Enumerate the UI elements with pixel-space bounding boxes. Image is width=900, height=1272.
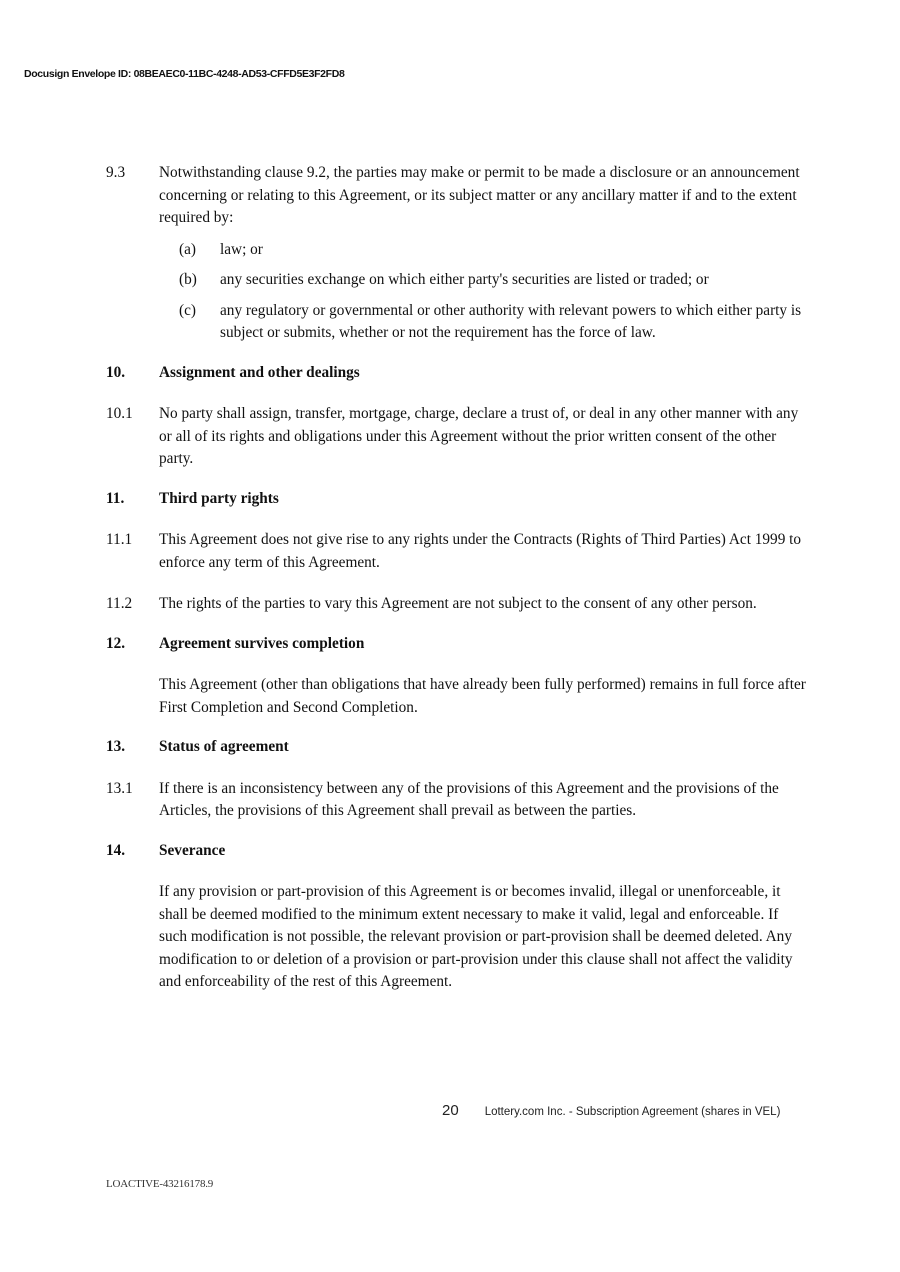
section-11-heading: [106, 488, 806, 511]
item-text: law; or: [220, 240, 263, 258]
clause-text: The rights of the parties to vary this Agreement are not subject to the consent of any other person.: [159, 595, 757, 612]
section-12-text: This Agreement (other than obligations that have already been fully performed) remains in full force after First Completion and Second Completion.: [159, 676, 806, 716]
item-label: (b): [179, 271, 197, 288]
clause-text: No party shall assign, transfer, mortgage, charge, declare a trust of, or deal in any other manner with any or all of its rights and obligations under this Agreement without the prior written consent of the other party.: [159, 405, 799, 467]
item-text: any regulatory or governmental or other authority with relevant powers to which either party is subject or submits, whether or not the requirement has the force of law.: [220, 301, 802, 341]
section-14-text: If any provision or part-provision of this Agreement is or becomes invalid, illegal or unenforceable, it shall be deemed modified to the minimum extent necessary to make it valid, legal and enforceable. If such modification is not possible, the relevant provision or part-provision shall be deemed deleted. Any modification to or deletion of a provision or part-provision under this clause shall not affect the validity and enforceability of the rest of this Agreement.: [159, 883, 793, 990]
section-number: 11.: [106, 489, 125, 507]
clause-9-3-c: [179, 300, 806, 345]
footer-doc-title: Lottery.com Inc. - Subscription Agreement (shares in VEL): [484, 1106, 781, 1118]
section-number: 14.: [106, 841, 126, 859]
section-title: Third party rights: [159, 489, 279, 507]
clause-number: 11.1: [106, 531, 133, 548]
section-13-heading: [106, 736, 806, 759]
document-reference: LOACTIVE-43216178.9: [106, 1178, 214, 1190]
item-text: any securities exchange on which either party's securities are listed or traded; or: [220, 271, 709, 288]
clause-9-3-a: [179, 239, 806, 262]
clause-number: 10.1: [106, 405, 133, 422]
clause-text: If there is an inconsistency between any of the provisions of this Agreement and the provisions of the Articles, the provisions of this Agreement shall prevail as between the parties.: [159, 779, 779, 819]
section-title: Agreement survives completion: [159, 634, 365, 652]
section-12-heading: [106, 633, 806, 656]
page-number: 20: [442, 1102, 459, 1119]
document-body: [106, 162, 806, 994]
page-footer: [442, 1102, 780, 1119]
section-number: 13.: [106, 738, 126, 755]
section-number: 10.: [106, 363, 126, 381]
envelope-id: Docusign Envelope ID: 08BEAEC0-11BC-4248-AD53-CFFD5E3F2FD8: [24, 68, 345, 80]
section-title: Status of agreement: [159, 738, 289, 755]
clause-text: This Agreement does not give rise to any rights under the Contracts (Rights of Third Parties) Act 1999 to enforce any term of this Agreement.: [159, 531, 802, 571]
clause-9-3: [106, 162, 806, 230]
clause-11-2: [106, 593, 806, 616]
clause-text: Notwithstanding clause 9.2, the parties may make or permit to be made a disclosure or an announcement concerning or relating to this Agreement, or its subject matter or any ancillary matter if and to the extent required by:: [159, 164, 800, 226]
clause-number: 9.3: [106, 164, 126, 181]
section-title: Assignment and other dealings: [159, 363, 360, 381]
clause-10-1: [106, 403, 806, 471]
item-label: (c): [179, 301, 196, 319]
clause-number: 13.1: [106, 779, 133, 797]
clause-13-1: [106, 778, 806, 823]
clause-number: 11.2: [106, 595, 133, 612]
item-label: (a): [179, 240, 196, 258]
section-10-heading: [106, 362, 806, 385]
section-number: 12.: [106, 634, 126, 652]
clause-11-1: [106, 529, 806, 574]
section-title: Severance: [159, 841, 226, 859]
section-14-heading: [106, 840, 806, 863]
clause-9-3-b: [179, 269, 806, 292]
